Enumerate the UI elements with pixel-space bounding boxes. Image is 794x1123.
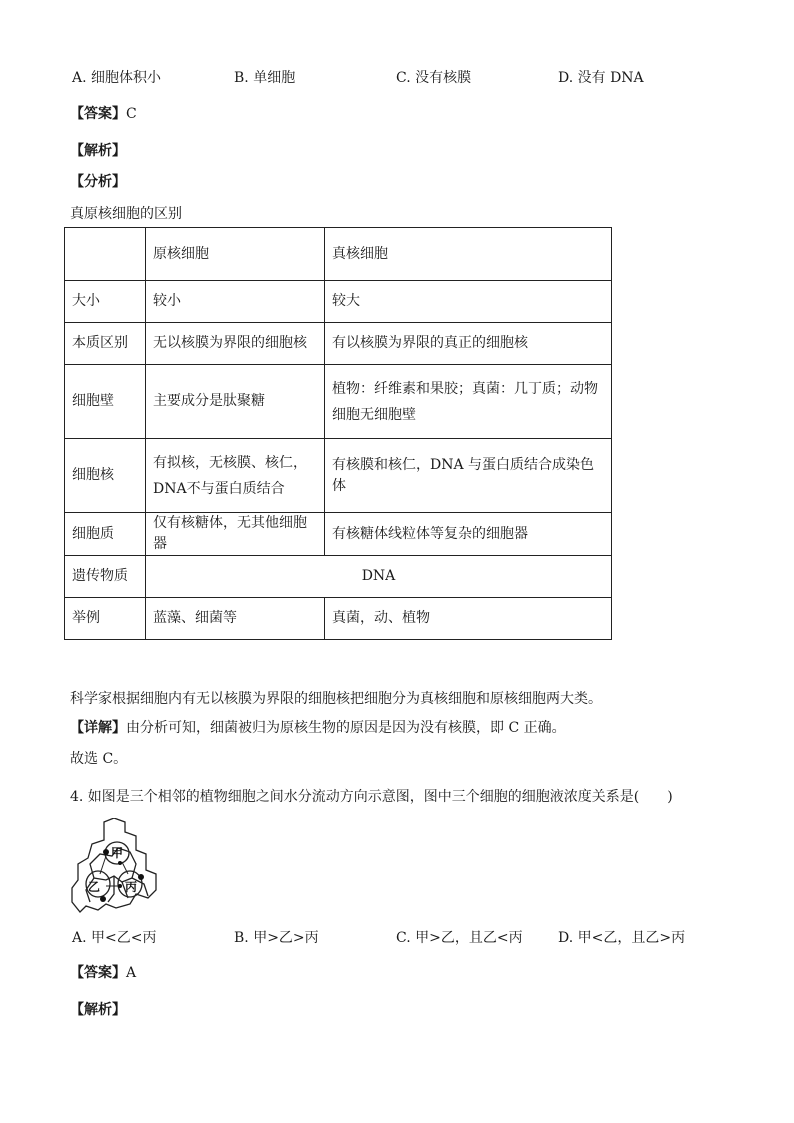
- answer-value: A: [126, 965, 137, 981]
- table-cell: 有拟核，无核膜、核仁，DNA不与蛋白质结合: [146, 439, 325, 513]
- q4-option-d: D. 甲<乙，且乙>丙: [558, 930, 686, 946]
- q3-option-d: D. 没有 DNA: [558, 70, 644, 86]
- table-cell: 较大: [325, 281, 612, 323]
- q4-answer: [70, 962, 136, 982]
- answer-label: 【答案】: [70, 965, 126, 981]
- summary-text: 科学家根据细胞内有无以核膜为界限的细胞核把细胞分为真核细胞和原核细胞两大类。: [70, 691, 602, 707]
- q4-stem: 4. 如图是三个相邻的植物细胞之间水分流动方向示意图，图中三个细胞的细胞液浓度关系是( ): [70, 789, 673, 805]
- table-cell: 较小: [146, 281, 325, 323]
- table-cell: DNA: [146, 556, 612, 598]
- table-header-cell: 真核细胞: [325, 228, 612, 281]
- detail-text: 由分析可知，细菌被归为原核生物的原因是因为没有核膜，即 C 正确。: [126, 720, 566, 736]
- table-row: [65, 556, 612, 598]
- comparison-table: [64, 227, 612, 640]
- table-cell: 有核膜和核仁，DNA 与蛋白质结合成染色体: [325, 439, 612, 513]
- table-row: [65, 439, 612, 513]
- conclusion: 故选 C。: [70, 751, 128, 767]
- detail-label: 【详解】: [70, 720, 126, 736]
- table-cell: 真菌，动、植物: [325, 598, 612, 640]
- table-cell: 无以核膜为界限的细胞核: [146, 323, 325, 365]
- table-row: [65, 281, 612, 323]
- table-cell: 植物：纤维素和果胶；真菌：几丁质；动物细胞无细胞壁: [325, 365, 612, 439]
- table-header-row: [65, 228, 612, 281]
- cell-label-jia: 甲: [110, 846, 124, 860]
- q3-fenxi-label: 【分析】: [70, 174, 126, 190]
- table-cell: 主要成分是肽聚糖: [146, 365, 325, 439]
- answer-label: 【答案】: [70, 106, 126, 122]
- table-cell: 举例: [65, 598, 146, 640]
- table-row: [65, 365, 612, 439]
- q4-option-a: A. 甲<乙<丙: [72, 930, 157, 946]
- q4-option-c: C. 甲>乙，且乙<丙: [396, 930, 523, 946]
- q3-answer: [70, 103, 137, 123]
- cell-label-yi: 乙: [87, 880, 101, 894]
- table-cell: 蓝藻、细菌等: [146, 598, 325, 640]
- table-cell: 遗传物质: [65, 556, 146, 598]
- q3-option-a: A. 细胞体积小: [72, 70, 162, 86]
- plant-cells-figure: [70, 818, 160, 918]
- q3-option-b: B. 单细胞: [234, 70, 296, 86]
- q3-analysis-label: 【解析】: [70, 143, 126, 159]
- table-header-cell: [65, 228, 146, 281]
- table-row: [65, 323, 612, 365]
- table-cell: 仅有核糖体，无其他细胞器: [146, 513, 325, 556]
- table-caption: 真原核细胞的区别: [70, 206, 182, 222]
- table-cell: 细胞壁: [65, 365, 146, 439]
- table-cell: 细胞质: [65, 513, 146, 556]
- table-header-cell: 原核细胞: [146, 228, 325, 281]
- table-cell: 大小: [65, 281, 146, 323]
- cell-label-bing: 丙: [124, 880, 138, 894]
- answer-value: C: [126, 106, 137, 122]
- q4-analysis-label: 【解析】: [70, 1002, 126, 1018]
- table-cell: 细胞核: [65, 439, 146, 513]
- q3-option-c: C. 没有核膜: [396, 70, 472, 86]
- table-row: [65, 598, 612, 640]
- q4-option-b: B. 甲>乙>丙: [234, 930, 319, 946]
- table-row: [65, 513, 612, 556]
- table-cell: 有核糖体线粒体等复杂的细胞器: [325, 513, 612, 556]
- table-cell: 有以核膜为界限的真正的细胞核: [325, 323, 612, 365]
- table-cell: 本质区别: [65, 323, 146, 365]
- detail-paragraph: [70, 717, 566, 737]
